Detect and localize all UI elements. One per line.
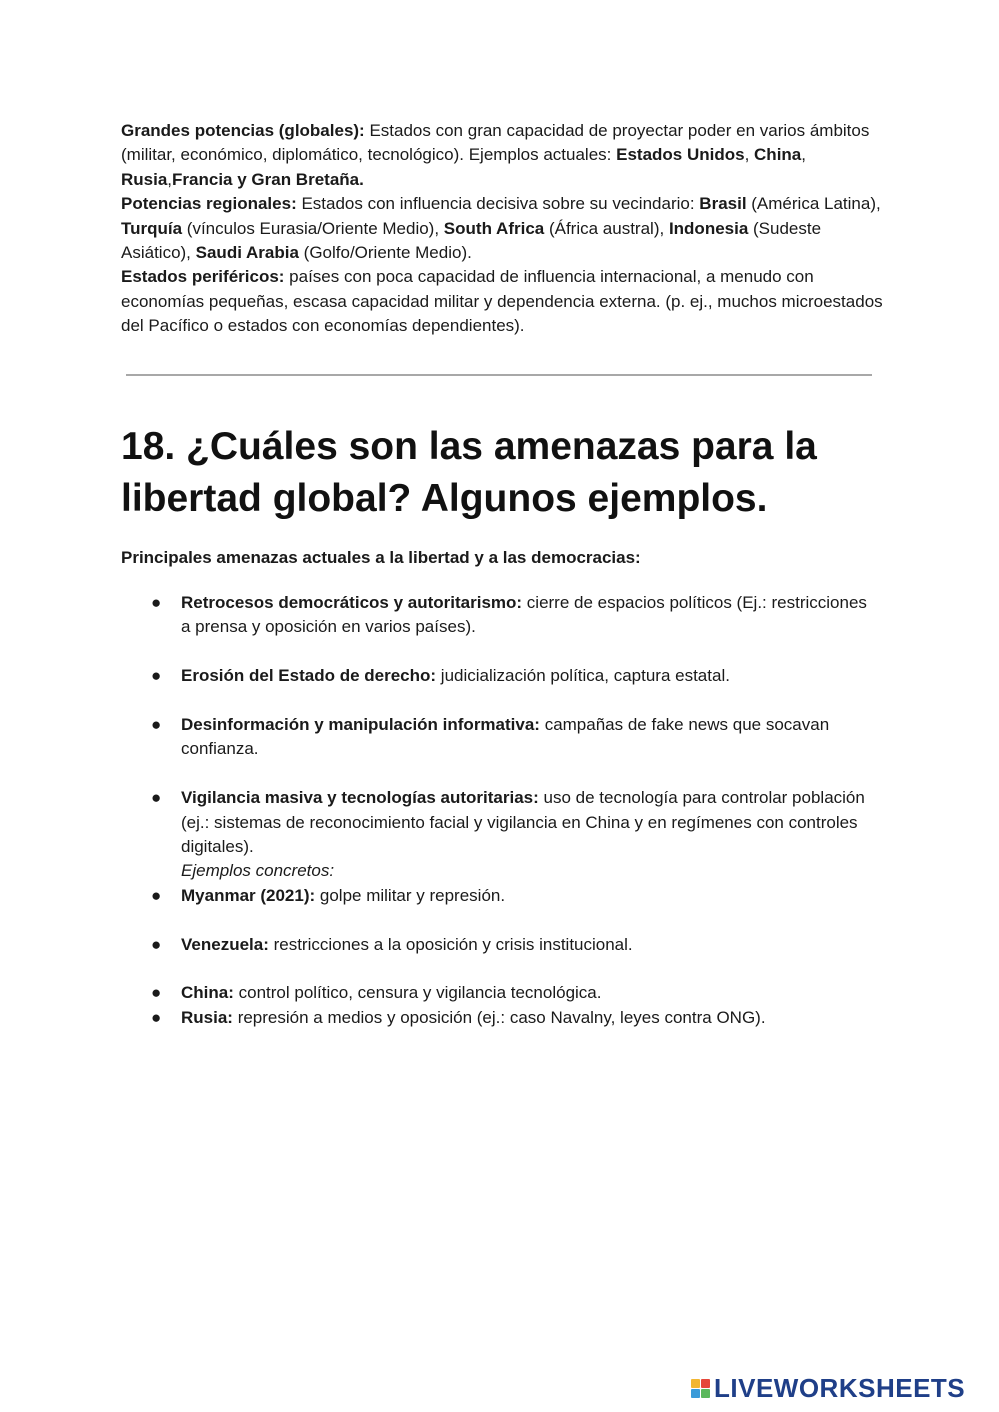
definition-text: países con poca capacidad de influencia internacional, a menudo con economías pequeñas, escasa capacidad militar y dependencia externa. (p. ej., muchos microestados del Pacífico o estados con economías dependientes).	[121, 267, 883, 336]
example-country: China	[754, 145, 802, 165]
list-item	[121, 1006, 881, 1030]
item-term: Erosión del Estado de derecho:	[181, 666, 437, 686]
list-item	[121, 981, 881, 1005]
paragraph-estados-perifericos	[121, 265, 891, 338]
bullet-icon: ●	[151, 934, 162, 954]
item-term: Retrocesos democráticos y autoritarismo:	[181, 593, 523, 612]
region-text: (Sudeste Asiático),	[121, 218, 822, 263]
term-estados-perifericos: Estados periféricos:	[121, 267, 285, 287]
logo-text: LIVEWORKSHEETS	[714, 1372, 966, 1403]
example-country: Brasil	[699, 194, 747, 214]
region-text: (África austral),	[544, 218, 669, 238]
item-term: Venezuela:	[181, 934, 269, 954]
definition-text: Estados con gran capacidad de proyectar poder en varios ámbitos (militar, económico, diplomático, tecnológico). Ejemplos actuales:	[121, 121, 870, 165]
bullet-icon: ●	[151, 715, 162, 734]
bullet-icon: ●	[151, 666, 162, 686]
bullet-icon: ●	[151, 788, 162, 808]
logo-mark-icon	[691, 1379, 710, 1398]
term-potencias-regionales: Potencias regionales:	[121, 194, 297, 214]
previous-section-text	[121, 119, 891, 339]
example-country: Estados Unidos	[616, 145, 745, 165]
item-term: Vigilancia masiva y tecnologías autoritarias:	[181, 788, 539, 808]
item-text: campañas de fake news que socavan confianza.	[181, 715, 830, 759]
item-text: represión a medios y oposición (ej.: caso Navalny, leyes contra ONG).	[232, 1007, 766, 1027]
section-subheading: Principales amenazas actuales a la libertad y a las democracias:	[121, 548, 641, 567]
item-text: uso de tecnología para controlar población (ej.: sistemas de reconocimiento facial y vigilancia en China y en regímenes con controles digitales).	[181, 788, 865, 857]
item-text: judicialización política, captura estatal.	[436, 666, 730, 686]
horizontal-divider	[126, 374, 872, 376]
bullet-icon: ●	[151, 885, 162, 905]
list-item	[121, 664, 881, 688]
paragraph-grandes-potencias	[121, 119, 891, 192]
bullet-icon: ●	[151, 593, 162, 612]
item-term: Rusia:	[181, 1007, 233, 1027]
example-country: Indonesia	[668, 218, 749, 238]
separator: ,	[167, 169, 173, 189]
list-item	[121, 933, 881, 957]
paragraph-potencias-regionales	[121, 192, 891, 265]
separator: ,	[744, 145, 755, 165]
definition-text: Estados con influencia decisiva sobre su vecindario:	[296, 194, 700, 214]
examples-note: Ejemplos concretos:	[181, 861, 335, 881]
separator: ,	[801, 145, 806, 165]
example-country: Saudi Arabia	[195, 243, 299, 263]
example-country: Rusia	[121, 169, 168, 189]
term-grandes-potencias: Grandes potencias (globales):	[121, 121, 365, 140]
example-country: South Africa	[443, 218, 545, 238]
bullet-icon: ●	[151, 1007, 162, 1027]
logo-square	[701, 1379, 710, 1388]
item-text: golpe militar y represión.	[315, 885, 506, 905]
item-term: Desinformación y manipulación informativa:	[181, 715, 540, 734]
threats-list	[121, 591, 881, 1030]
logo-square	[691, 1379, 700, 1388]
list-item	[121, 713, 881, 762]
logo-square	[691, 1389, 700, 1398]
item-text: control político, censura y vigilancia tecnológica.	[233, 983, 602, 1003]
item-text: restricciones a la oposición y crisis institucional.	[268, 934, 633, 954]
section-heading: 18. ¿Cuáles son las amenazas para la libertad global? Algunos ejemplos.	[121, 425, 817, 520]
region-text: (vínculos Eurasia/Oriente Medio),	[182, 218, 444, 238]
bullet-icon: ●	[151, 983, 162, 1003]
example-country: Francia y Gran Bretaña.	[172, 169, 364, 189]
item-term: China:	[181, 983, 234, 1003]
region-text: (Golfo/Oriente Medio).	[298, 243, 472, 263]
liveworksheets-logo	[691, 1374, 965, 1402]
logo-square	[701, 1389, 710, 1398]
list-item	[121, 884, 881, 908]
region-text: (América Latina),	[746, 194, 881, 214]
list-item	[121, 786, 881, 884]
example-country: Turquía	[121, 218, 183, 238]
list-item	[121, 591, 881, 640]
item-text: cierre de espacios políticos (Ej.: restricciones a prensa y oposición en varios países).	[181, 593, 867, 637]
item-term: Myanmar (2021):	[181, 885, 316, 905]
